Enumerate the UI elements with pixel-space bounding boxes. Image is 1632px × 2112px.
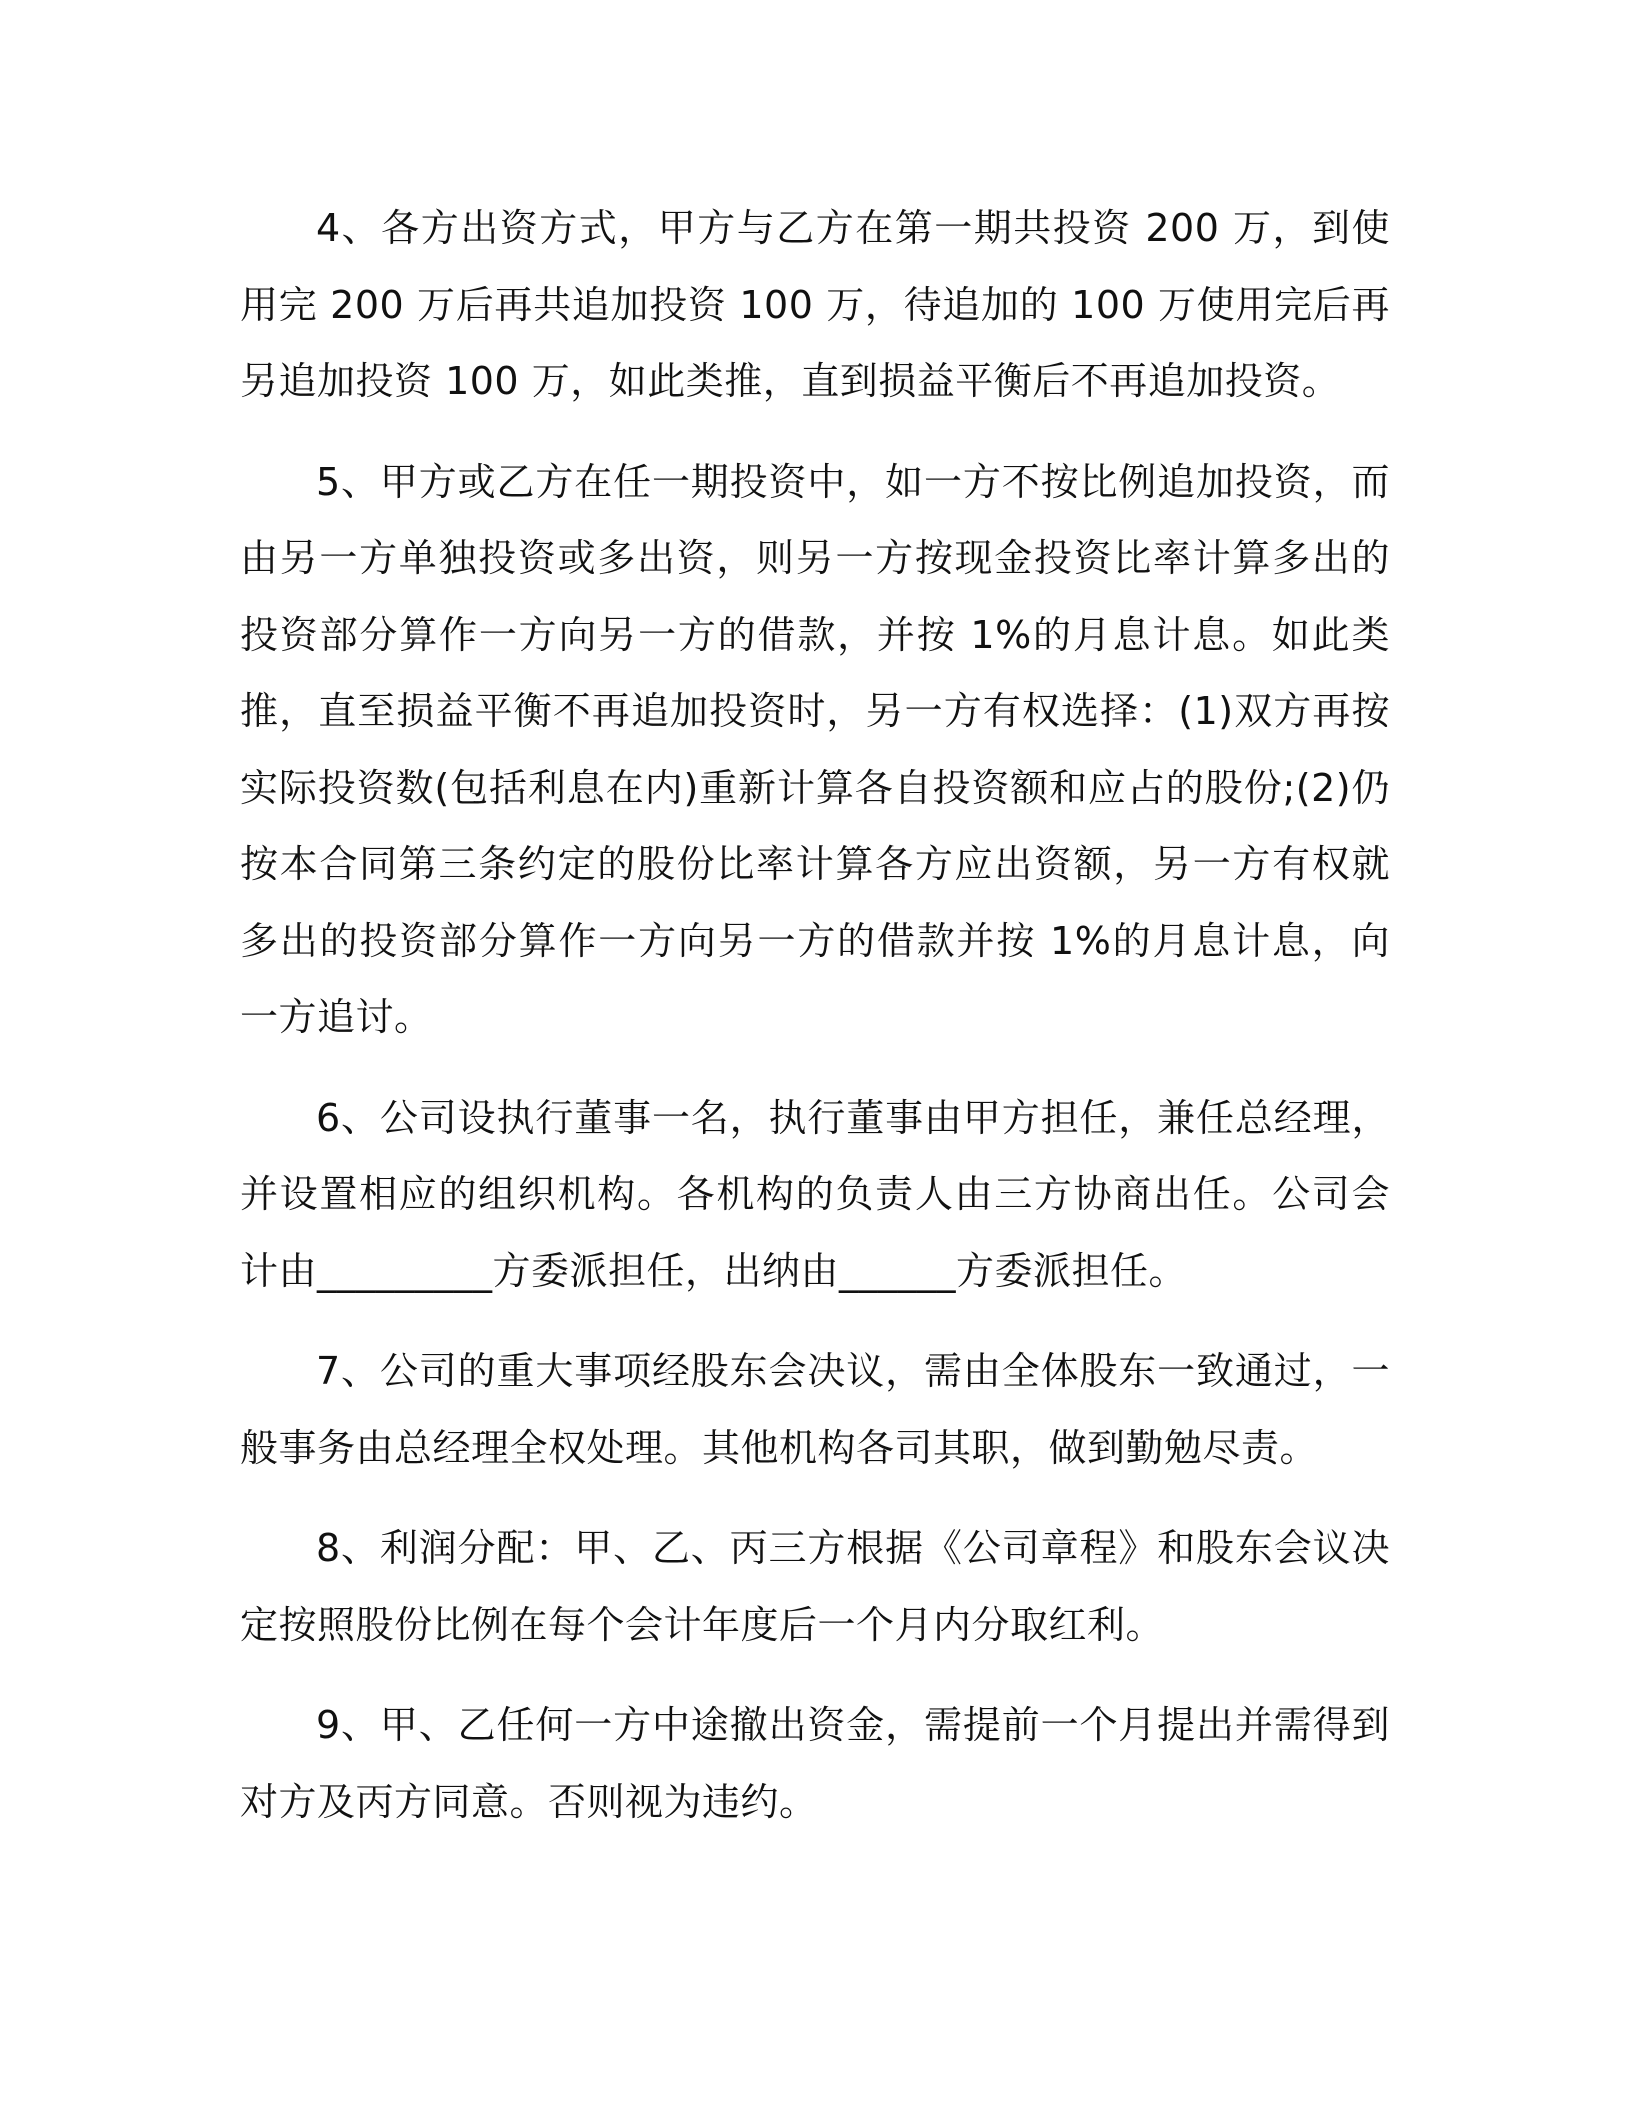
clause-6-paragraph: 6、公司设执行董事一名，执行董事由甲方担任，兼任总经理，并设置相应的组织机构。各机构的负责人由三方协商出任。公司会计由_________方委派担任，出纳由______方委派担任。 — [240, 1095, 1390, 1293]
clause-5-paragraph: 5、甲方或乙方在任一期投资中，如一方不按比例追加投资，而由另一方单独投资或多出资，则另一方按现金投资比率计算多出的投资部分算作一方向另一方的借款，并按 1%的月息计息。如此类推，直至损益平衡不再追加投资时，另一方有权选择：(1)双方再按实际投资数(包括利息在内)重新计算各自投资额和应占的股份;(2)仍按本合同第三条约定的股份比率计算各方应出资额，另一方有权就多出的投资部分算作一方向另一方的借款并按 1%的月息计息，向一方追讨。 — [240, 459, 1390, 1039]
clause-7-paragraph: 7、公司的重大事项经股东会决议，需由全体股东一致通过，一般事务由总经理全权处理。其他机构各司其职，做到勤勉尽责。 — [240, 1349, 1390, 1470]
document-body — [240, 190, 1390, 1840]
clause-8-paragraph: 8、利润分配：甲、乙、丙三方根据《公司章程》和股东会议决定按照股份比例在每个会计年度后一个月内分取红利。 — [240, 1526, 1390, 1647]
clause-4-paragraph: 4、各方出资方式，甲方与乙方在第一期共投资 200 万，到使用完 200 万后再共追加投资 100 万，待追加的 100 万使用完后再另追加投资 100 万，如此类推，直到损益平衡后不再追加投资。 — [240, 206, 1390, 403]
clause-9-paragraph: 9、甲、乙任何一方中途撤出资金，需提前一个月提出并需得到对方及丙方同意。否则视为违约。 — [240, 1703, 1390, 1824]
